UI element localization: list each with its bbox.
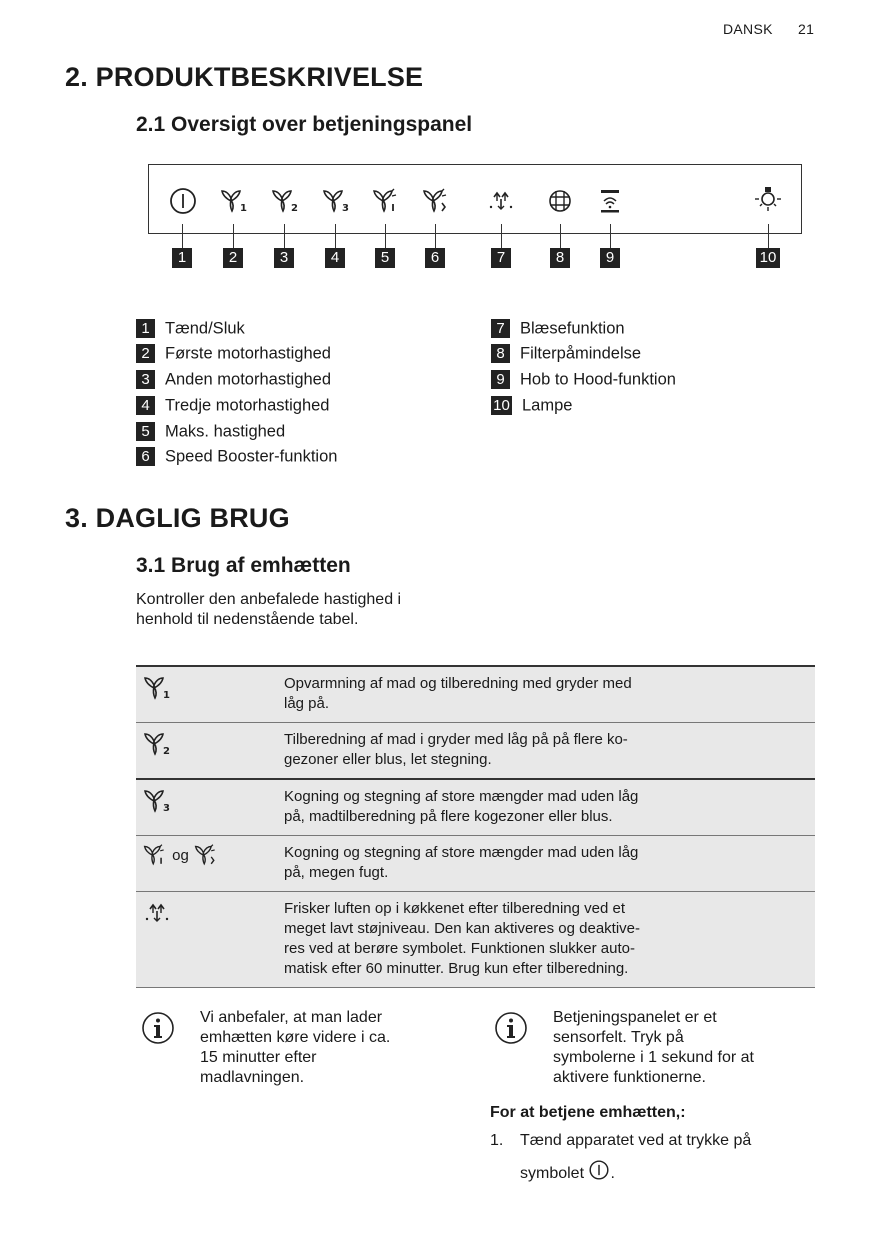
panel-number-6: 6 bbox=[425, 248, 445, 268]
leader-line bbox=[385, 224, 386, 249]
panel-number-1: 1 bbox=[172, 248, 192, 268]
step-1-symbol-text: symbolet bbox=[520, 1165, 585, 1182]
panel-number-2: 2 bbox=[223, 248, 243, 268]
speed-usage-table bbox=[136, 665, 815, 988]
legend-number: 1 bbox=[136, 319, 155, 338]
table-text-cell bbox=[278, 892, 815, 988]
legend-number: 9 bbox=[491, 370, 510, 389]
info-line: madlavningen. bbox=[200, 1069, 305, 1086]
info-line: symbolerne i 1 sekund for at bbox=[553, 1049, 754, 1066]
intro-line: Kontroller den anbefalede hastighed i bbox=[136, 591, 402, 608]
svg-text:1: 1 bbox=[163, 690, 170, 701]
table-row bbox=[136, 892, 815, 988]
table-text-line: Frisker luften op i køkkenet efter tilberedning ved et bbox=[284, 900, 626, 917]
table-joiner-text: og bbox=[172, 847, 189, 864]
info-icon bbox=[494, 1011, 528, 1045]
panel-number-9: 9 bbox=[600, 248, 620, 268]
hob-to-hood-icon bbox=[595, 186, 625, 216]
legend-item bbox=[136, 369, 331, 390]
legend-label: Blæsefunktion bbox=[520, 319, 625, 338]
fan-max-icon bbox=[142, 843, 168, 869]
page-number: 21 bbox=[798, 21, 815, 37]
fan-speed-2-icon bbox=[142, 730, 172, 760]
svg-text:2: 2 bbox=[163, 746, 170, 757]
svg-text:2: 2 bbox=[291, 203, 298, 214]
leader-line bbox=[768, 224, 769, 249]
step-number: 1. bbox=[490, 1132, 504, 1149]
legend-item bbox=[491, 369, 676, 390]
legend-label: Hob to Hood-funktion bbox=[520, 370, 676, 389]
fan-speed-1-icon bbox=[142, 674, 172, 704]
table-icon-cell bbox=[136, 666, 278, 723]
legend-label: Tænd/Sluk bbox=[165, 319, 245, 338]
legend-label: Filterpåmindelse bbox=[520, 344, 642, 363]
table-text-cell bbox=[278, 723, 815, 780]
breeze-icon bbox=[142, 899, 172, 929]
filter-icon bbox=[545, 186, 575, 216]
section-2-1-title: 2.1 Oversigt over betjeningspanel bbox=[136, 113, 473, 136]
legend-number: 4 bbox=[136, 396, 155, 415]
panel-number-8: 8 bbox=[550, 248, 570, 268]
legend-item bbox=[136, 343, 331, 364]
table-icon-cell bbox=[136, 779, 278, 836]
svg-text:3: 3 bbox=[163, 803, 170, 814]
header-language: DANSK bbox=[723, 21, 773, 37]
table-text-cell bbox=[278, 779, 815, 836]
legend-number: 6 bbox=[136, 447, 155, 466]
power-icon bbox=[168, 186, 198, 216]
table-row bbox=[136, 779, 815, 836]
legend-item bbox=[136, 318, 245, 339]
fan-max-icon bbox=[371, 187, 401, 217]
intro-paragraph bbox=[136, 590, 456, 630]
fan-booster-icon bbox=[193, 843, 219, 869]
legend-item bbox=[491, 395, 572, 416]
leader-line bbox=[233, 224, 234, 249]
table-text-line: res ved at berøre symbolet. Funktionen slukker auto- bbox=[284, 940, 635, 957]
svg-text:3: 3 bbox=[342, 203, 349, 214]
table-text-line: gezoner eller blus, let stegning. bbox=[284, 751, 492, 768]
legend-item bbox=[491, 343, 641, 364]
svg-text:1: 1 bbox=[240, 203, 247, 214]
table-row bbox=[136, 723, 815, 780]
table-text-line: på, megen fugt. bbox=[284, 864, 389, 881]
leader-line bbox=[284, 224, 285, 249]
fan-speed-3-icon bbox=[142, 787, 172, 817]
info-line: Betjeningspanelet er et bbox=[553, 1009, 717, 1026]
intro-line: henhold til nedenstående tabel. bbox=[136, 611, 359, 628]
info-line: emhætten køre videre i ca. bbox=[200, 1029, 391, 1046]
section-3-title: 3. DAGLIG BRUG bbox=[65, 503, 290, 533]
leader-line bbox=[610, 224, 611, 249]
legend-number: 7 bbox=[491, 319, 510, 338]
power-icon bbox=[588, 1159, 610, 1181]
info-note-right bbox=[553, 1008, 754, 1088]
legend-number: 10 bbox=[491, 396, 512, 415]
breeze-icon bbox=[486, 187, 516, 217]
legend-number: 3 bbox=[136, 370, 155, 389]
table-text-line: meget lavt støjniveau. Den kan aktiveres og deaktive- bbox=[284, 920, 641, 937]
step-1-line-2 bbox=[520, 1159, 615, 1184]
info-line: sensorfelt. Tryk på bbox=[553, 1029, 684, 1046]
table-text-line: Opvarmning af mad og tilberedning med gryder med bbox=[284, 675, 632, 692]
panel-number-4: 4 bbox=[325, 248, 345, 268]
leader-line bbox=[335, 224, 336, 249]
table-text-line: Kogning og stegning af store mængder mad uden låg bbox=[284, 844, 639, 861]
info-line: Vi anbefaler, at man lader bbox=[200, 1009, 383, 1026]
table-text-line: Tilberedning af mad i gryder med låg på på flere ko- bbox=[284, 731, 628, 748]
legend-item bbox=[136, 446, 337, 467]
fan-booster-icon bbox=[421, 187, 451, 217]
info-line: 15 minutter efter bbox=[200, 1049, 317, 1066]
panel-number-5: 5 bbox=[375, 248, 395, 268]
table-text-cell bbox=[278, 836, 815, 892]
legend-number: 2 bbox=[136, 344, 155, 363]
legend-label: Lampe bbox=[522, 396, 573, 415]
step-1-text: Tænd apparatet ved at trykke på bbox=[520, 1132, 752, 1149]
table-text-line: matisk efter 60 minutter. Brug kun efter tilberedning. bbox=[284, 960, 629, 977]
table-icon-cell bbox=[136, 892, 278, 988]
section-2-title: 2. PRODUKTBESKRIVELSE bbox=[65, 62, 424, 92]
table-icon-cell bbox=[136, 836, 278, 892]
fan-speed-1-icon bbox=[219, 187, 249, 217]
legend-label: Anden motorhastighed bbox=[165, 370, 332, 389]
leader-line bbox=[501, 224, 502, 249]
table-row bbox=[136, 666, 815, 723]
panel-number-3: 3 bbox=[274, 248, 294, 268]
table-icon-cell bbox=[136, 723, 278, 780]
table-row bbox=[136, 836, 815, 892]
fan-speed-3-icon bbox=[321, 187, 351, 217]
leader-line bbox=[560, 224, 561, 249]
legend-number: 8 bbox=[491, 344, 510, 363]
legend-label: Maks. hastighed bbox=[165, 422, 286, 441]
section-3-1-title: 3.1 Brug af emhætten bbox=[136, 554, 351, 577]
leader-line bbox=[435, 224, 436, 249]
legend-label: Tredje motorhastighed bbox=[165, 396, 330, 415]
steps-heading: For at betjene emhætten,: bbox=[490, 1104, 686, 1121]
lamp-icon bbox=[753, 184, 783, 214]
step-1-period: . bbox=[610, 1165, 615, 1182]
table-text-line: Kogning og stegning af store mængder mad uden låg bbox=[284, 788, 639, 805]
table-text-line: på, madtilberedning på flere kogezoner eller blus. bbox=[284, 808, 613, 825]
legend-item bbox=[491, 318, 625, 339]
legend-item bbox=[136, 395, 329, 416]
table-text-line: låg på. bbox=[284, 695, 330, 712]
info-note-left bbox=[200, 1008, 390, 1088]
legend-number: 5 bbox=[136, 422, 155, 441]
legend-label: Første motorhastighed bbox=[165, 344, 331, 363]
table-text-cell bbox=[278, 666, 815, 723]
fan-speed-2-icon bbox=[270, 187, 300, 217]
legend-item bbox=[136, 421, 285, 442]
panel-number-10: 10 bbox=[756, 248, 780, 268]
info-icon bbox=[141, 1011, 175, 1045]
leader-line bbox=[182, 224, 183, 249]
panel-number-7: 7 bbox=[491, 248, 511, 268]
info-line: aktivere funktionerne. bbox=[553, 1069, 706, 1086]
legend-label: Speed Booster-funktion bbox=[165, 447, 338, 466]
